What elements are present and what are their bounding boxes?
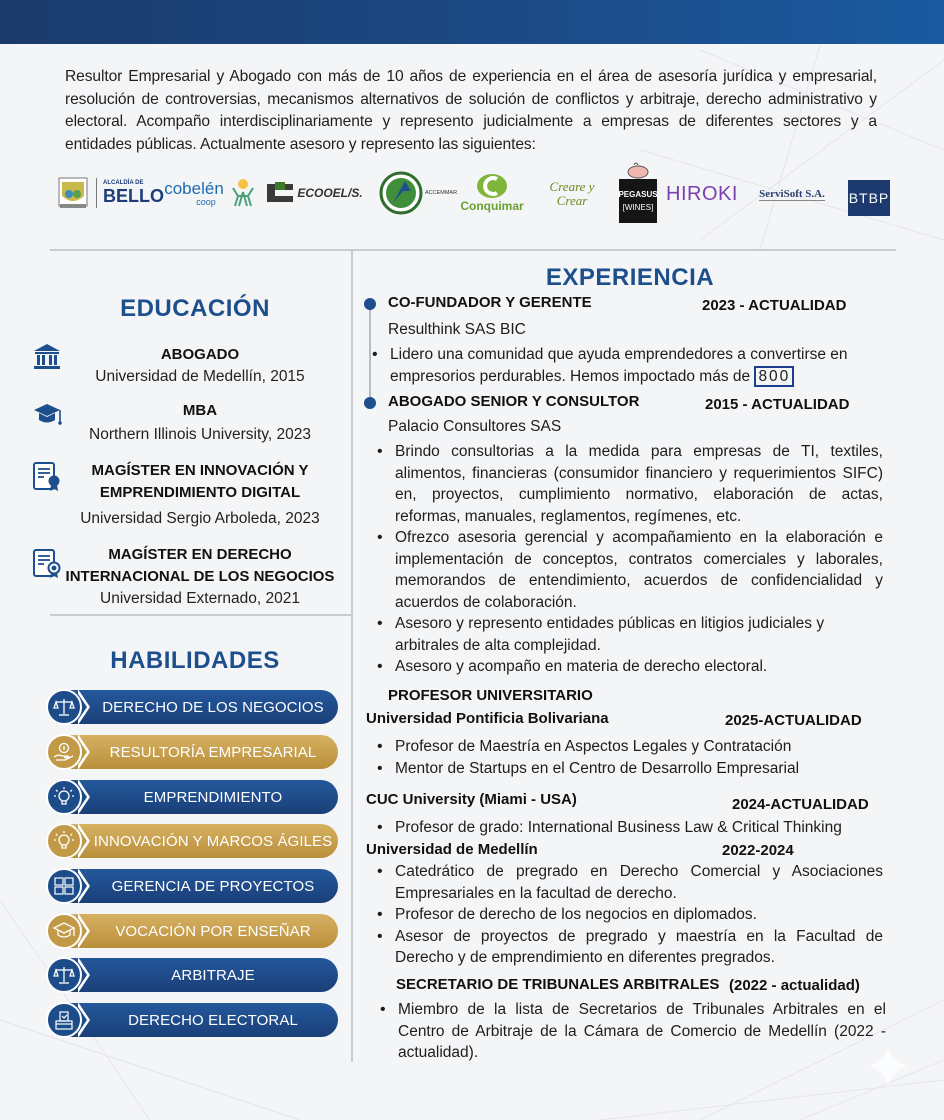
skill-vocacion-ensenar: VOCACIÓN POR ENSEÑAR (46, 913, 338, 949)
education-item (64, 400, 336, 445)
ballot-icon (46, 1002, 82, 1038)
job-role: ABOGADO SENIOR Y CONSULTOR (388, 393, 640, 410)
job-bullets (374, 999, 886, 1064)
bullet-item: • Asesor de proyectos de pregrado y maestría en la Facultad de Derecho y de emprendimiento en diferentes pregrados. (371, 926, 883, 969)
logo-cobelen-figures (230, 178, 256, 208)
certificate-icon (32, 461, 64, 493)
job-role: CO-FUNDADOR Y GERENTE (388, 294, 592, 311)
position-dates: 2024-ACTUALIDAD (732, 796, 869, 813)
bullet-item: • Brindo consultorias a la medida para empresas de TI, textiles, alimentos, financieras (consumidor financiero y requerimientos SIFC) en, proyectos, cumplimiento normativo, elaboración de actas, reformas, manuales, reglamentos, regímenes, etc. (371, 441, 883, 527)
skill-resultoria-empresarial: RESULTORÍA EMPRESARIAL (46, 734, 338, 770)
degree-line-1: MAGÍSTER EN DERECHO (108, 546, 292, 563)
degree: ABOGADO (160, 346, 240, 363)
graduation-cap-icon (32, 402, 64, 434)
scales-icon (46, 689, 82, 725)
position-bullets (371, 861, 883, 969)
timeline-dot (364, 298, 376, 310)
job-role: SECRETARIO DE TRIBUNALES ARBITRALES (396, 976, 720, 993)
institution: Universidad Externado, 2021 (100, 590, 300, 607)
highlight-number: 800 (754, 366, 794, 387)
bullet-item: • Profesor de Maestría en Aspectos Legales y Contratación (371, 736, 891, 758)
bullet-item: • Asesoro y represento entidades públicas en litigios judiciales y arbitrales de alta complejidad. (371, 613, 883, 656)
education-title: EDUCACIÓN (120, 295, 270, 322)
institution: Universidad Sergio Arboleda, 2023 (80, 510, 320, 527)
job-company: Palacio Consultores SAS (388, 418, 562, 435)
logo-cobelen: cobelén coop (164, 178, 224, 207)
position-bullets (371, 817, 901, 839)
bullet-item: • Mentor de Startups en el Centro de Desarrollo Empresarial (371, 758, 891, 780)
lightbulb-icon (46, 823, 82, 859)
hand-coin-icon (46, 734, 82, 770)
institution-icon (32, 343, 64, 375)
logo-creare-crear: Creare y Crear (549, 179, 595, 208)
skill-derecho-negocios: DERECHO DE LOS NEGOCIOS (46, 689, 338, 725)
education-item (64, 460, 336, 529)
institution: Northern Illinois University, 2023 (89, 426, 311, 443)
skill-gerencia-proyectos: GERENCIA DE PROYECTOS (46, 868, 338, 904)
degree-line-2: INTERNACIONAL DE LOS NEGOCIOS (65, 568, 335, 585)
project-board-icon (46, 868, 82, 904)
bullet-item: • Lidero una comunidad que ayuda emprendedores a convertirse en empresorios perdurables. Hemos impoctado más de 800 (366, 344, 886, 387)
logo-servisoft: ServiSoft S.A. (759, 187, 825, 200)
logo-ecooel: ECOOEL/S. (260, 178, 368, 208)
job-dates: 2023 - ACTUALIDAD (702, 297, 847, 314)
certificate-seal-icon (32, 548, 64, 580)
degree-line-1: MAGÍSTER EN INNOVACIÓN Y (91, 462, 309, 479)
logo-accemmar: ACCEMMAR (368, 170, 468, 216)
job-role: PROFESOR UNIVERSITARIO (388, 687, 593, 704)
degree: MBA (182, 402, 218, 419)
education-item (64, 344, 336, 387)
bullet-item: • Profesor de derecho de los negocios en diplomados. (371, 904, 883, 926)
skill-emprendimiento: EMPRENDIMIENTO (46, 779, 338, 815)
divider-vertical (351, 250, 353, 1062)
experience-title: EXPERIENCIA (545, 264, 715, 291)
scales-icon (46, 957, 82, 993)
education-item (64, 544, 336, 609)
skill-arbitraje: ARBITRAJE (46, 957, 338, 993)
skill-innovacion-marcos-agiles: INNOVACIÓN Y MARCOS ÁGILES (46, 823, 338, 859)
logo-pegasus-wines: PEGASUS [WINES] (618, 156, 658, 228)
logo-btbp: BTBP (848, 180, 890, 216)
timeline-dot (364, 397, 376, 409)
institution-name: CUC University (Miami - USA) (366, 791, 577, 808)
job-bullets (371, 441, 883, 678)
bullet-item: • Profesor de grado: International Business Law & Critical Thinking (371, 817, 901, 839)
position-bullets (371, 736, 891, 779)
lightbulb-icon (46, 779, 82, 815)
divider-left (50, 614, 352, 616)
position-dates: 2025-ACTUALIDAD (725, 712, 862, 729)
job-bullets (366, 344, 886, 387)
institution-name: Universidad Pontificia Bolivariana (366, 710, 609, 727)
skill-derecho-electoral: DERECHO ELECTORAL (46, 1002, 338, 1038)
logo-escudo-bello (56, 176, 90, 210)
intro-paragraph: Resultor Empresarial y Abogado con más de 10 años de experiencia en el área de asesoría jurídica y empresarial, resolución de controversias, mecanismos alternativos de solución de conflictos y arbitraje, derecho administrativo y electoral. Acompaño interdisciplinariamente y represento judicialmente a empresas de diferentes sectores y a entidades públicas. Actualmente asesoro y represento las siguientes: (65, 68, 877, 153)
bullet-item: • Asesoro y acompaño en materia de derecho electoral. (371, 656, 883, 678)
job-dates: 2015 - ACTUALIDAD (705, 396, 850, 413)
position-dates: 2022-2024 (722, 842, 794, 859)
institution-name: Universidad de Medellín (366, 841, 538, 858)
client-logos (52, 158, 900, 230)
bullet-item: • Catedrático de pregrado en Derecho Comercial y Asociaciones Empresariales en la facultad de derecho. (371, 861, 883, 904)
logo-conquimar: Conquimar (456, 170, 528, 216)
divider-top (50, 249, 896, 251)
bullet-item: • Miembro de la lista de Secretarios de Tribunales Arbitrales en el Centro de Arbitraje de la Cámara de Comercio de Medellín (2022 - actualidad). (374, 999, 886, 1064)
job-company: Resulthink SAS BIC (388, 321, 526, 338)
degree-line-2: EMPRENDIMIENTO DIGITAL (99, 484, 301, 501)
header-band (0, 0, 944, 44)
skills-title: HABILIDADES (110, 647, 280, 674)
logo-alcaldia-bello: ALCALDÍA DE BELLO (96, 178, 160, 208)
bullet-item: • Ofrezco asesoria gerencial y acompañamiento en la elaboración e implementación de conceptos, contratos comerciales y laborales, memorandos de entendimiento, acuerdos de confidencialidad y acuerdos de colaboración. (371, 527, 883, 613)
institution: Universidad de Medellín, 2015 (95, 368, 305, 385)
graduation-cap-icon (46, 913, 82, 949)
job-dates: (2022 - actualidad) (729, 977, 860, 994)
logo-hiroki: HIROKI (666, 182, 738, 205)
